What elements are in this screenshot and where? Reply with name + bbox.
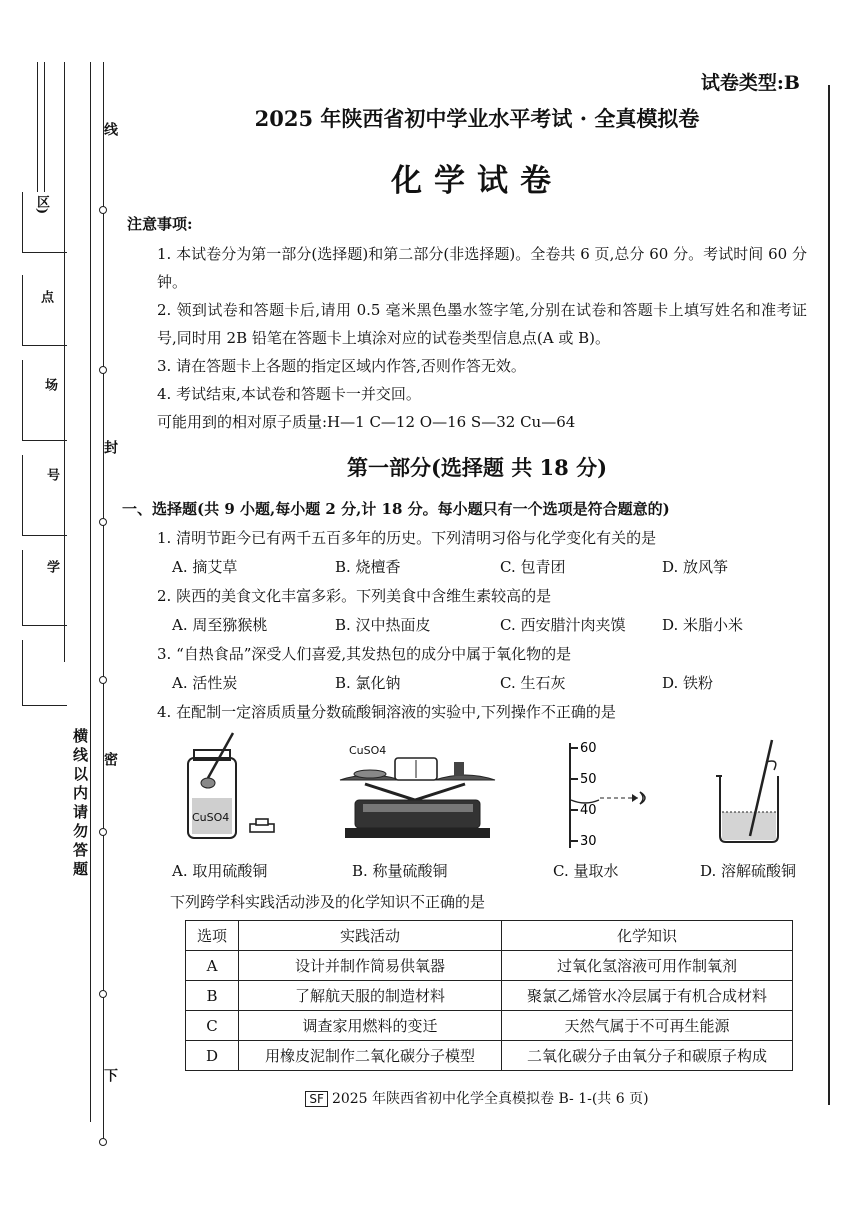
table-cell: 调查家用燃料的变迁 xyxy=(239,1011,502,1041)
question-1-option-b: B. 烧檀香 xyxy=(335,558,401,576)
notice-title: 注意事项: xyxy=(127,215,193,233)
table-cell: 天然气属于不可再生能源 xyxy=(502,1011,793,1041)
question-1-option-d: D. 放风筝 xyxy=(662,558,729,576)
practice-table xyxy=(185,920,793,1071)
table-row xyxy=(186,1011,793,1041)
binding-hole xyxy=(99,828,107,836)
exam-title: 2025 年陕西省初中学业水平考试 · 全真模拟卷 xyxy=(254,106,700,131)
binding-line-char: 线 xyxy=(102,122,118,136)
field-label-site: 点 xyxy=(38,290,53,303)
section-title: 第一部分(选择题 共 18 分) xyxy=(346,455,608,480)
figure-b-caption: B. 称量硫酸铜 xyxy=(352,862,448,880)
question-1-option-a: A. 摘艾草 xyxy=(172,558,238,576)
question-2-option-a: A. 周至猕猴桃 xyxy=(172,616,268,634)
table-row xyxy=(186,981,793,1011)
scale-50: 50 xyxy=(580,772,597,787)
footer-text: 2025 年陕西省初中化学全真模拟卷 B- 1-(共 6 页) xyxy=(331,1091,649,1107)
binding-warning: 横线以内请勿答题 xyxy=(71,728,89,880)
notice-item: 1. 本试卷分为第一部分(选择题)和第二部分(非选择题)。全卷共 6 页,总分 60 分。考试时间 60 分钟。 xyxy=(157,245,807,291)
binding-hole xyxy=(99,518,107,526)
notice-item: 2. 领到试卷和答题卡后,请用 0.5 毫米黑色墨水签字笔,分别在试卷和答题卡上填写姓名和准考证号,同时用 2B 铅笔在答题卡上填涂对应的试卷类型信息点(A 或 B)。 xyxy=(157,301,807,347)
figure-a-caption: A. 取用硫酸铜 xyxy=(172,862,268,880)
question-3-option-d: D. 铁粉 xyxy=(662,674,714,692)
figure-b-label: CuSO4 xyxy=(349,744,387,757)
question-2-option-c: C. 西安腊汁肉夹馍 xyxy=(500,616,626,634)
field-label-room: 场 xyxy=(42,378,57,391)
table-cell: 了解航天服的制造材料 xyxy=(239,981,502,1011)
table-cell: 聚氯乙烯管水冷层属于有机合成材料 xyxy=(502,981,793,1011)
page-footer xyxy=(130,1088,824,1108)
binding-hole xyxy=(99,1138,107,1146)
notice-body xyxy=(127,240,807,436)
section-heading: 一、选择题(共 9 小题,每小题 2 分,计 18 分。每小题只有一个选项是符合题意的) xyxy=(122,500,670,518)
question-3-option-c: C. 生石灰 xyxy=(500,674,566,692)
subject-title: 化学试卷 xyxy=(391,163,563,199)
figure-d-beaker xyxy=(712,736,792,846)
scale-30: 30 xyxy=(580,834,597,849)
question-3-option-b: B. 氯化钠 xyxy=(335,674,401,692)
binding-bottom-char: 下 xyxy=(102,1068,118,1082)
binding-hole xyxy=(99,676,107,684)
table-cell: 过氧化氢溶液可用作制氧剂 xyxy=(502,951,793,981)
scale-60: 60 xyxy=(580,741,597,756)
field-box-blank xyxy=(22,640,67,706)
table-header-option: 选项 xyxy=(186,921,239,951)
question-4-stem: 4. 在配制一定溶质质量分数硫酸铜溶液的实验中,下列操作不正确的是 xyxy=(157,703,616,721)
figure-a-label: CuSO4 xyxy=(192,811,230,824)
table-header-knowledge: 化学知识 xyxy=(502,921,793,951)
margin-rule xyxy=(90,62,91,1122)
right-margin-rule xyxy=(828,85,830,1105)
margin-rule xyxy=(44,62,45,192)
question-5-stem: 下列跨学科实践活动涉及的化学知识不正确的是 xyxy=(170,893,486,911)
notice-item: 3. 请在答题卡上各题的指定区域内作答,否则作答无效。 xyxy=(157,357,526,375)
figure-c-caption: C. 量取水 xyxy=(553,862,619,880)
atomic-mass: 可能用到的相对原子质量:H—1 C—12 O—16 S—32 Cu—64 xyxy=(157,413,576,431)
field-box-site xyxy=(22,275,67,346)
table-row xyxy=(186,951,793,981)
table-cell: C xyxy=(186,1011,239,1041)
question-1-stem: 1. 清明节距今已有两千五百多年的历史。下列清明习俗与化学变化有关的是 xyxy=(157,529,657,547)
table-header-activity: 实践活动 xyxy=(239,921,502,951)
binding-top-char: 密 xyxy=(102,752,118,766)
table-cell: D xyxy=(186,1041,239,1071)
table-cell: 设计并制作简易供氧器 xyxy=(239,951,502,981)
figure-b-balance xyxy=(335,740,500,845)
figure-d-caption: D. 溶解硫酸铜 xyxy=(700,862,797,880)
table-cell: 用橡皮泥制作二氧化碳分子模型 xyxy=(239,1041,502,1071)
field-label-school: 学 xyxy=(44,560,59,573)
question-2-option-d: D. 米脂小米 xyxy=(662,616,744,634)
margin-rule xyxy=(37,62,38,192)
binding-hole xyxy=(99,366,107,374)
table-cell: A xyxy=(186,951,239,981)
figure-c-cylinder xyxy=(540,738,670,853)
field-label-district: 区) xyxy=(34,195,49,215)
binding-hole xyxy=(99,990,107,998)
question-2-option-b: B. 汉中热面皮 xyxy=(335,616,431,634)
notice-item: 4. 考试结束,本试卷和答题卡一并交回。 xyxy=(157,385,421,403)
binding-seal-char: 封 xyxy=(102,440,118,454)
question-3-option-a: A. 活性炭 xyxy=(172,674,238,692)
table-row xyxy=(186,1041,793,1071)
table-cell: B xyxy=(186,981,239,1011)
question-2-stem: 2. 陕西的美食文化丰富多彩。下列美食中含维生素较高的是 xyxy=(157,587,552,605)
question-3-stem: 3. “自热食品”深受人们喜爱,其发热包的成分中属于氧化物的是 xyxy=(157,645,572,663)
binding-hole xyxy=(99,206,107,214)
field-label-number: 号 xyxy=(44,468,59,481)
question-1-option-c: C. 包青团 xyxy=(500,558,566,576)
table-header-row xyxy=(186,921,793,951)
paper-type: 试卷类型:B xyxy=(700,72,800,94)
field-box-room xyxy=(22,360,67,441)
footer-badge: SF xyxy=(305,1091,328,1107)
table-cell: 二氧化碳分子由氧分子和碳原子构成 xyxy=(502,1041,793,1071)
figure-a-reagent-jar xyxy=(178,728,278,843)
margin-rule xyxy=(103,62,104,1142)
scale-40: 40 xyxy=(580,803,597,818)
